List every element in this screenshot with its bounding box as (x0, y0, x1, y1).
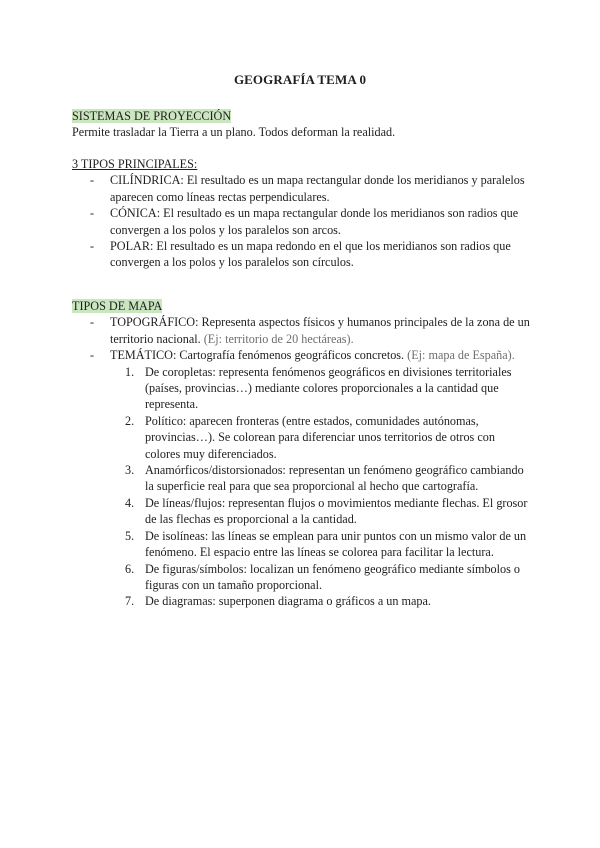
map-type-list (72, 314, 532, 363)
item-text: De isolíneas: las líneas se emplean para unir puntos con un mismo valor de un fenómeno. El espacio entre las líneas se colorea para facilitar la lectura. (145, 528, 527, 560)
item-number: 3. (125, 463, 135, 478)
section-text-proyeccion: Permite trasladar la Tierra a un plano. Todos deforman la realidad. (72, 125, 396, 140)
item-text: Anamórficos/distorsionados: representan un fenómeno geográfico cambiando la superficie real para que sea proporcional al hecho que cartografía. (145, 463, 524, 494)
numbered-item (72, 561, 532, 594)
tematico-text: TEMÁTICO: Cartografía fenómenos geográficos concretos. (110, 348, 405, 363)
list-item-cilindrica: - CILÍNDRICA: El resultado es un mapa rectangular donde los meridianos y paralelos aparecen como líneas rectas perpendiculares. (72, 172, 532, 205)
projection-list (72, 172, 532, 270)
item-text: De coropletas: representa fenómenos geográficos en divisiones territoriales (países, provincias…) mediante colores proporcionales a la cantidad que representa. (145, 364, 512, 412)
item-text: De líneas/flujos: representan flujos o movimientos mediante flechas. El grosor de las flechas es proporcional a la cantidad. (145, 495, 528, 527)
section-heading-tipos-principales: 3 TIPOS PRINCIPALES: (72, 157, 198, 171)
numbered-item (72, 495, 532, 528)
numbered-item (72, 364, 532, 413)
item-text: De figuras/símbolos: localizan un fenómeno geográfico mediante símbolos o figuras con un tamaño proporcional. (145, 561, 521, 592)
thematic-map-list (72, 364, 532, 610)
numbered-item (72, 593, 532, 609)
item-number: 6. (125, 561, 135, 576)
numbered-item (72, 528, 532, 561)
item-text: De diagramas: superponen diagrama o gráficos a un mapa. (145, 594, 431, 609)
section-heading-tipos-mapa: TIPOS DE MAPA (72, 299, 163, 313)
item-number: 4. (125, 495, 135, 510)
list-item-topografico (72, 314, 532, 347)
numbered-item (72, 413, 532, 462)
topografico-text: TOPOGRÁFICO: Representa aspectos físicos y humanos principales de la zona de un territorio nacional. (110, 315, 530, 346)
list-item-conica: - CÓNICA: El resultado es un mapa rectangular donde los meridianos son radios que convergen a los polos y los paralelos son arcos. (72, 205, 532, 238)
list-item-polar: - POLAR: El resultado es un mapa redondo en el que los meridianos son radios que convergen a los polos y los paralelos son círculos. (72, 238, 532, 271)
item-number: 2. (125, 413, 135, 428)
item-number: 1. (125, 364, 135, 379)
item-text: Político: aparecen fronteras (entre estados, comunidades autónomas, provincias…). Se colorean para diferenciar unos territorios de otros con colores muy diferenciados. (145, 413, 495, 461)
item-number: 5. (125, 528, 135, 543)
section-tipos-mapa (72, 298, 532, 610)
tematico-example: (Ej: mapa de España). (404, 348, 515, 363)
document-title: GEOGRAFÍA TEMA 0 (233, 72, 367, 87)
numbered-item (72, 462, 532, 495)
list-item-tematico (72, 347, 532, 363)
section-tipos-principales (72, 156, 532, 271)
item-number: 7. (125, 594, 135, 609)
section-heading-proyeccion: SISTEMAS DE PROYECCIÓN (72, 109, 232, 123)
topografico-example: (Ej: territorio de 20 hectáreas). (200, 331, 354, 346)
section-proyeccion (72, 108, 532, 141)
